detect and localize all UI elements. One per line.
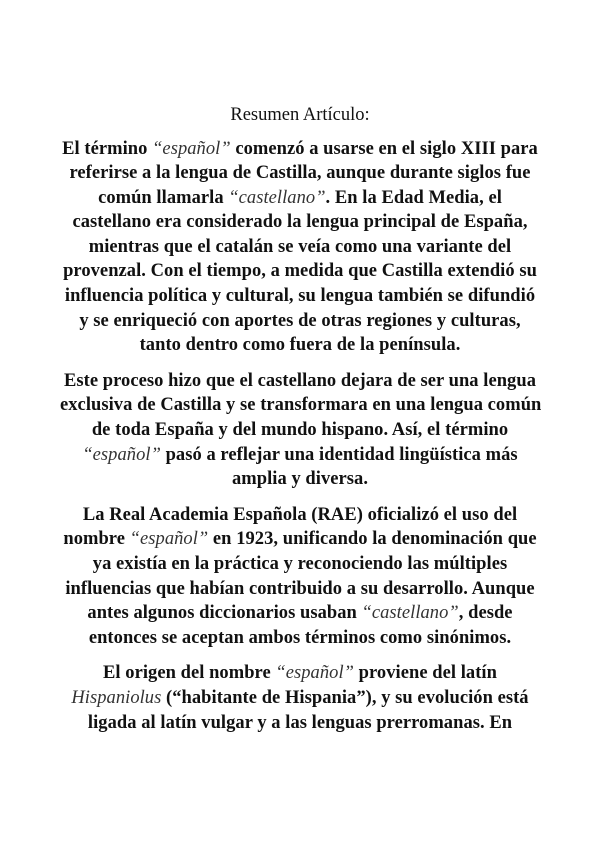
text-run: entonces se aceptan ambos términos como sinónimos.	[88, 627, 512, 648]
text-run: tanto dentro como fuera de la península.	[139, 335, 461, 356]
text-line	[60, 552, 540, 577]
text-run: provenzal. Con el tiempo, a medida que Castilla extendió su	[63, 261, 537, 282]
text-line	[60, 259, 540, 284]
text-run: y se enriqueció con aportes de otras regiones y culturas,	[79, 310, 521, 331]
text-line	[60, 210, 540, 235]
text-line	[60, 309, 540, 334]
paragraph-2	[60, 369, 540, 492]
emphasized-term: “español”	[275, 663, 354, 684]
emphasized-term: “español”	[152, 138, 231, 159]
text-run: amplia y diversa.	[231, 469, 368, 490]
text-line	[60, 161, 540, 186]
text-run: La Real Academia Española (RAE) oficializó el uso del	[82, 504, 518, 525]
text-run: El origen del nombre	[103, 663, 276, 684]
text-line	[60, 626, 540, 651]
text-run: (“habitante de Hispania”), y su evolución está	[161, 687, 529, 708]
text-line	[60, 186, 540, 211]
text-line	[60, 711, 540, 736]
text-line	[60, 467, 540, 492]
text-run: antes algunos diccionarios usaban	[87, 603, 362, 624]
text-line	[60, 527, 540, 552]
text-run: Este proceso hizo que el castellano dejara de ser una lengua	[64, 370, 536, 391]
text-run: común llamarla	[98, 187, 229, 208]
text-line	[60, 137, 540, 162]
text-run: nombre	[63, 529, 130, 550]
text-line	[60, 443, 540, 468]
text-run: comenzó a usarse en el siglo XIII para	[230, 138, 538, 159]
emphasized-term: “español”	[82, 444, 161, 465]
text-run: El término	[62, 138, 153, 159]
text-run: , desde	[458, 603, 513, 624]
document-content	[60, 103, 540, 746]
emphasized-term: “castellano”	[228, 187, 326, 208]
paragraph-3	[60, 503, 540, 651]
text-line	[60, 661, 540, 686]
text-run: ya existía en la práctica y reconociendo las múltiples	[92, 554, 508, 574]
document-body	[60, 137, 540, 736]
emphasized-term: “castellano”	[361, 603, 459, 624]
text-line	[60, 686, 540, 711]
text-line	[60, 284, 540, 309]
text-run: exclusiva de Castilla y se transformara en una lengua común	[60, 395, 542, 416]
text-line	[60, 393, 540, 418]
text-line	[60, 333, 540, 358]
emphasized-term: Hispaniolus	[71, 687, 162, 708]
text-run: mientras que el catalán se veía como una variante del	[88, 236, 512, 257]
text-line	[60, 503, 540, 528]
text-run: ligada al latín vulgar y a las lenguas prerromanas. En	[87, 712, 513, 733]
text-run: influencia política y cultural, su lengua también se difundió	[64, 286, 536, 307]
text-run: proviene del latín	[353, 663, 497, 684]
text-run: de toda España y del mundo hispano. Así, el término	[91, 420, 509, 441]
text-line	[60, 601, 540, 626]
text-line	[60, 418, 540, 443]
paragraph-1	[60, 137, 540, 358]
text-run: influencias que habían contribuido a su desarrollo. Aunque	[65, 578, 535, 599]
text-line	[60, 235, 540, 260]
text-run: castellano era considerado la lengua principal de España,	[72, 212, 528, 233]
text-line	[60, 369, 540, 394]
emphasized-term: “español”	[129, 529, 209, 550]
text-run: referirse a la lengua de Castilla, aunque durante siglos fue	[69, 163, 531, 184]
text-run: en 1923, unificando la denominación que	[208, 529, 537, 550]
text-run: pasó a reflejar una identidad lingüística más	[160, 444, 518, 465]
text-line	[60, 577, 540, 602]
document-title: Resumen Artículo:	[230, 105, 370, 125]
text-run: . En la Edad Media, el	[325, 187, 502, 208]
paragraph-4	[60, 661, 540, 735]
